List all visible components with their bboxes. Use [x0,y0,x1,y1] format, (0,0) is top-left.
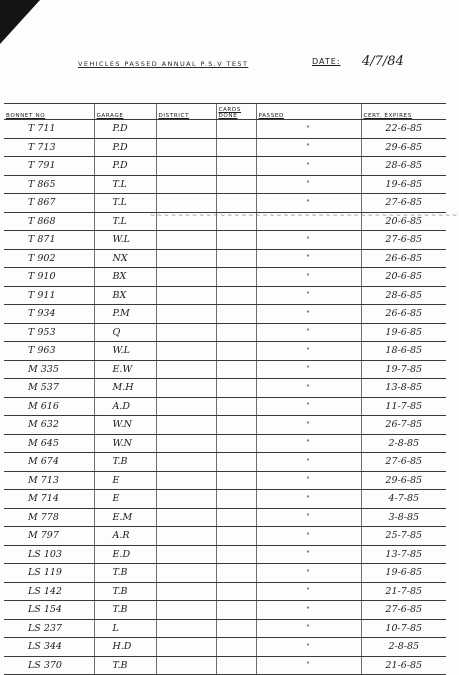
cards-done-cell [216,416,256,435]
district-cell [156,397,216,416]
column-header-district: DISTRICT [156,104,216,120]
bonnet-number: LS 370 [4,656,94,675]
table-row [4,434,446,453]
cert-expiry: 19-6-85 [361,323,446,342]
bonnet-number: T 713 [4,138,94,157]
cert-expiry: 20-6-85 [361,212,446,231]
district-cell [156,545,216,564]
district-cell [156,194,216,213]
column-header-cert: CERT. EXPIRES [361,104,446,120]
district-cell [156,656,216,675]
district-cell [156,490,216,509]
table-row [4,342,446,361]
table-row [4,397,446,416]
cards-done-cell [216,249,256,268]
bonnet-number: M 778 [4,508,94,527]
district-cell [156,508,216,527]
cards-done-cell [216,231,256,250]
garage-code: P.D [94,157,156,176]
cert-expiry: 3-8-85 [361,508,446,527]
passed-mark: " [256,619,361,638]
table-row [4,416,446,435]
garage-code: A.D [94,397,156,416]
column-header-bonnet: BONNET NO [4,104,94,120]
garage-code: E [94,471,156,490]
cards-done-cell [216,564,256,583]
table-row [4,656,446,675]
passed-mark: " [256,120,361,139]
cert-expiry: 26-6-85 [361,305,446,324]
garage-code: Q [94,323,156,342]
table-row [4,268,446,287]
cert-expiry: 25-7-85 [361,527,446,546]
bonnet-number: M 714 [4,490,94,509]
form-heading: VEHICLES PASSED ANNUAL P.S.V TEST [78,60,249,68]
table-row [4,249,446,268]
district-cell [156,138,216,157]
column-header-cards: CARDS DONE [216,104,256,120]
passed-mark: " [256,379,361,398]
garage-code: H.D [94,638,156,657]
garage-code: E.M [94,508,156,527]
garage-code: W.N [94,434,156,453]
bonnet-number: M 335 [4,360,94,379]
district-cell [156,638,216,657]
passed-mark: " [256,527,361,546]
district-cell [156,249,216,268]
garage-code: T.L [94,212,156,231]
table-row [4,175,446,194]
cert-expiry: 28-6-85 [361,286,446,305]
passed-mark: " [256,157,361,176]
district-cell [156,268,216,287]
passed-mark: " [256,490,361,509]
garage-code: A.R [94,527,156,546]
cert-expiry: 29-6-85 [361,471,446,490]
garage-code: T.B [94,656,156,675]
table-header-row [4,104,446,120]
garage-code: E.D [94,545,156,564]
passed-mark: " [256,342,361,361]
cards-done-cell [216,286,256,305]
district-cell [156,360,216,379]
cards-done-cell [216,268,256,287]
district-cell [156,471,216,490]
crossed-out-note: ~~~~~~~~~~~~~~~~~~~~~~~~~~~~~~~~~~~~~~~~~~~~ [150,212,459,219]
bonnet-number: M 797 [4,527,94,546]
bonnet-number: M 537 [4,379,94,398]
column-header-garage: GARAGE [94,104,156,120]
bonnet-number: T 871 [4,231,94,250]
district-cell [156,434,216,453]
cards-done-cell [216,120,256,139]
cert-expiry: 19-6-85 [361,564,446,583]
table-row [4,638,446,657]
bonnet-number: M 632 [4,416,94,435]
passed-mark: " [256,656,361,675]
district-cell [156,416,216,435]
cards-done-cell [216,601,256,620]
table-row [4,601,446,620]
table-row [4,508,446,527]
cards-done-cell [216,194,256,213]
cert-expiry: 13-8-85 [361,379,446,398]
table-row [4,490,446,509]
table-row [4,379,446,398]
table-body [4,120,459,675]
passed-mark: " [256,453,361,472]
passed-mark: " [256,231,361,250]
vehicle-register-table [4,103,459,675]
cards-done-cell [216,527,256,546]
bonnet-number: M 645 [4,434,94,453]
table-row [4,138,446,157]
table-row [4,120,446,139]
district-cell [156,564,216,583]
district-cell [156,305,216,324]
cert-expiry: 10-7-85 [361,619,446,638]
passed-mark: " [256,138,361,157]
cards-done-cell [216,656,256,675]
passed-mark: " [256,582,361,601]
bonnet-number: LS 103 [4,545,94,564]
table-row [4,305,446,324]
passed-mark: " [256,323,361,342]
table-row [4,194,446,213]
table-row [4,545,446,564]
cards-done-cell [216,619,256,638]
cert-expiry: 26-7-85 [361,416,446,435]
passed-mark: " [256,508,361,527]
passed-mark: " [256,194,361,213]
passed-mark: " [256,545,361,564]
cert-expiry: 13-7-85 [361,545,446,564]
garage-code: W.L [94,342,156,361]
bonnet-number: T 963 [4,342,94,361]
cards-done-cell [216,490,256,509]
cards-done-cell [216,175,256,194]
garage-code: T.B [94,601,156,620]
bonnet-number: T 911 [4,286,94,305]
cards-done-cell [216,638,256,657]
cards-done-cell [216,434,256,453]
bonnet-number: LS 142 [4,582,94,601]
district-cell [156,286,216,305]
cert-expiry: 27-6-85 [361,231,446,250]
table-row [4,157,446,176]
cert-expiry: 27-6-85 [361,453,446,472]
cert-expiry: 4-7-85 [361,490,446,509]
district-cell [156,323,216,342]
bonnet-number: T 910 [4,268,94,287]
garage-code: W.N [94,416,156,435]
table-row [4,286,446,305]
cards-done-cell [216,379,256,398]
passed-mark: " [256,249,361,268]
passed-mark: " [256,601,361,620]
district-cell [156,601,216,620]
garage-code: E.W [94,360,156,379]
passed-mark: " [256,564,361,583]
district-cell [156,120,216,139]
cert-expiry: 22-6-85 [361,120,446,139]
cert-expiry: 2-8-85 [361,434,446,453]
bonnet-number: T 868 [4,212,94,231]
table-row [4,453,446,472]
cards-done-cell [216,545,256,564]
garage-code: BX [94,268,156,287]
bonnet-number: LS 344 [4,638,94,657]
column-header-passed: PASSED [256,104,361,120]
passed-mark: " [256,638,361,657]
garage-code: T.L [94,194,156,213]
table-row [4,527,446,546]
passed-mark: " [256,175,361,194]
cert-expiry: 18-6-85 [361,342,446,361]
district-cell [156,157,216,176]
table-row [4,323,446,342]
passed-mark: " [256,416,361,435]
district-cell [156,342,216,361]
bonnet-number: T 865 [4,175,94,194]
garage-code: T.B [94,582,156,601]
cert-expiry: 26-6-85 [361,249,446,268]
bonnet-number: T 791 [4,157,94,176]
garage-code: T.B [94,453,156,472]
cards-done-cell [216,157,256,176]
cert-expiry: 2-8-85 [361,638,446,657]
district-cell [156,619,216,638]
cards-done-cell [216,471,256,490]
cert-expiry: 19-6-85 [361,175,446,194]
cards-done-cell [216,323,256,342]
cert-expiry: 11-7-85 [361,397,446,416]
cards-done-cell [216,360,256,379]
table-row [4,231,446,250]
bonnet-number: M 713 [4,471,94,490]
passed-mark: " [256,305,361,324]
passed-mark: " [256,397,361,416]
district-cell [156,582,216,601]
passed-mark: " [256,360,361,379]
bonnet-number: LS 154 [4,601,94,620]
passed-mark: " [256,434,361,453]
cards-done-cell [216,342,256,361]
passed-mark: " [256,268,361,287]
district-cell [156,379,216,398]
bonnet-number: M 674 [4,453,94,472]
date-value: 4/7/84 [362,54,404,69]
garage-code: L [94,619,156,638]
garage-code: P.D [94,138,156,157]
garage-code: E [94,490,156,509]
garage-code: M.H [94,379,156,398]
garage-code: T.B [94,564,156,583]
cards-done-cell [216,582,256,601]
district-cell [156,527,216,546]
table-row [4,564,446,583]
bonnet-number: T 934 [4,305,94,324]
bonnet-number: T 902 [4,249,94,268]
table-row [4,471,446,490]
passed-mark: " [256,286,361,305]
district-cell [156,175,216,194]
cert-expiry: 27-6-85 [361,601,446,620]
bonnet-number: M 616 [4,397,94,416]
passed-mark: " [256,471,361,490]
date-label: DATE: [312,57,341,66]
table-row [4,360,446,379]
garage-code: BX [94,286,156,305]
table-row [4,582,446,601]
cert-expiry: 21-6-85 [361,656,446,675]
bonnet-number: T 867 [4,194,94,213]
cert-expiry: 20-6-85 [361,268,446,287]
cards-done-cell [216,305,256,324]
cards-done-cell [216,397,256,416]
district-cell [156,231,216,250]
cert-expiry: 28-6-85 [361,157,446,176]
cert-expiry: 21-7-85 [361,582,446,601]
cert-expiry: 19-7-85 [361,360,446,379]
garage-code: P.M [94,305,156,324]
scan-corner-fold [0,0,40,44]
garage-code: NX [94,249,156,268]
bonnet-number: LS 119 [4,564,94,583]
cards-done-cell [216,508,256,527]
garage-code: W.L [94,231,156,250]
cards-done-cell [216,453,256,472]
cards-done-cell [216,138,256,157]
district-cell [156,453,216,472]
cert-expiry: 27-6-85 [361,194,446,213]
garage-code: T.L [94,175,156,194]
bonnet-number: T 711 [4,120,94,139]
cert-expiry: 29-6-85 [361,138,446,157]
bonnet-number: T 953 [4,323,94,342]
garage-code: P.D [94,120,156,139]
table-row [4,619,446,638]
bonnet-number: LS 237 [4,619,94,638]
